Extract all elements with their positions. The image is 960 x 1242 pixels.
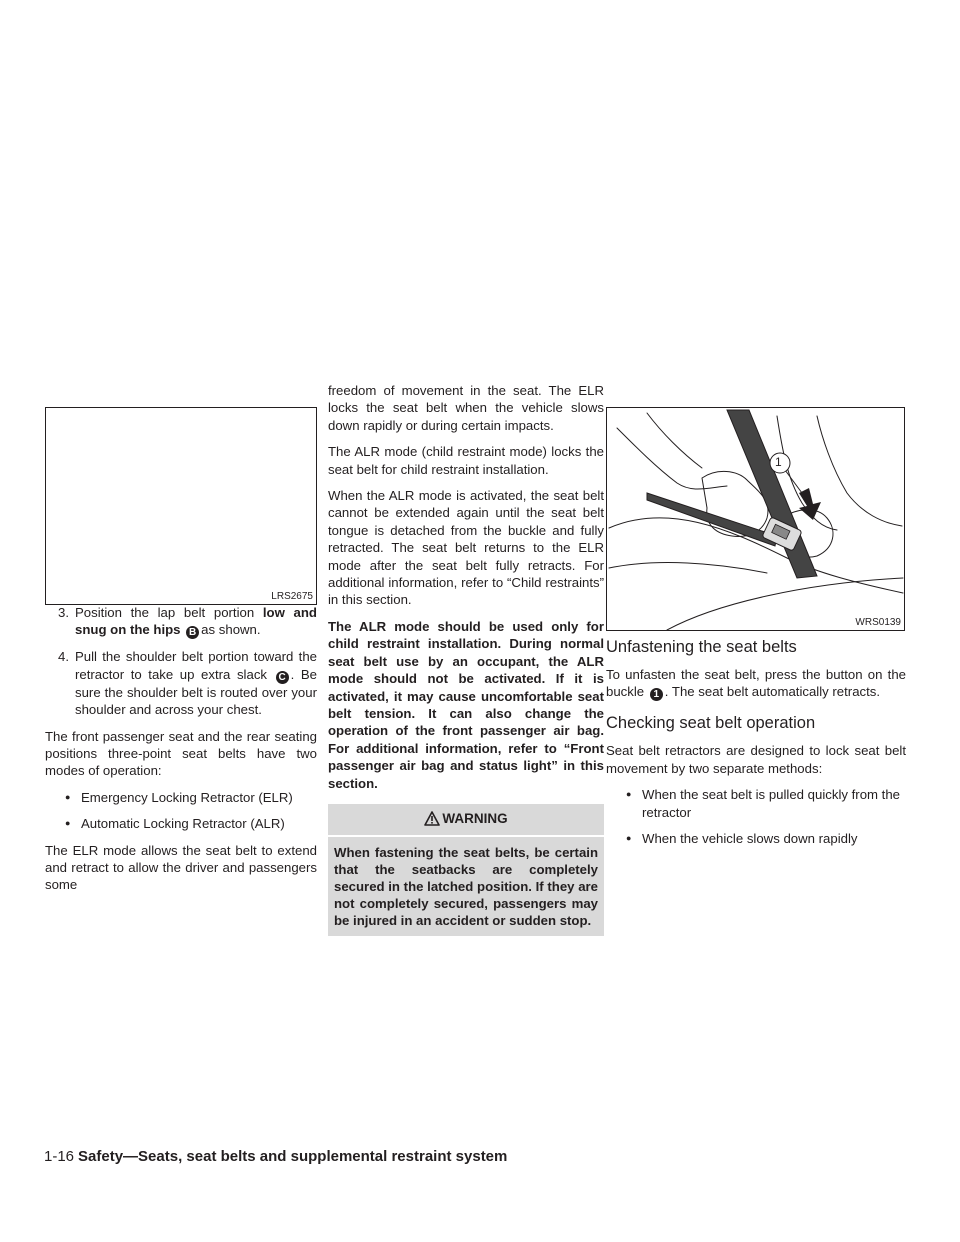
paragraph: The ALR mode (child restraint mode) locks the seat belt for child restraint installation. <box>328 444 604 477</box>
figure-code: LRS2675 <box>271 591 313 602</box>
column-2 <box>328 382 604 936</box>
step-text-post: as shown. <box>201 622 261 638</box>
buckle-illustration <box>607 408 904 630</box>
list-item-text: When the seat belt is pulled quickly from the retractor <box>642 787 901 820</box>
step-text-post: . Be sure the shoulder belt is routed over your shoulder and across your chest. <box>75 666 317 718</box>
paragraph-bold: The ALR mode should be used only for child restraint installation. During normal seat belt use by an occupant, the ALR mode should not be activated. If it is activated, it may cause uncomfortable seat belt tension. It can also change the operation of the front passenger air bag. For additional information, refer to “Front passenger air bag and status light” in this section. <box>328 618 604 791</box>
step-text <box>75 604 317 639</box>
paragraph-post: . The seat belt automatically retracts. <box>664 684 881 700</box>
column-3 <box>606 637 906 856</box>
step-text-pre: Position the lap belt portion <box>75 605 263 620</box>
warning-icon <box>424 811 440 826</box>
bullet-icon: ● <box>626 789 632 800</box>
paragraph: Seat belt retractors are designed to lock seat belt movement by two separate methods: <box>606 743 906 776</box>
list-item-text: When the vehicle slows down rapidly <box>642 831 858 847</box>
callout-1: 1 <box>775 455 782 469</box>
list-item <box>45 789 317 806</box>
section-heading: Unfastening the seat belts <box>606 638 797 656</box>
figure-code: WRS0139 <box>855 617 901 628</box>
paragraph: freedom of movement in the seat. The ELR locks the seat belt when the vehicle slows down rapidly or during certain impacts. <box>328 383 604 433</box>
marker-b: B <box>186 626 199 639</box>
marker-c: C <box>276 671 289 684</box>
section-title: Safety—Seats, seat belts and supplemental restraint system <box>78 1148 508 1165</box>
paragraph: When the ALR mode is activated, the seat belt cannot be extended again until the seat belt tongue is detached from the buckle and fully retracted. The seat belt returns to the ELR mode after the seat belt fully retracts. For additional information, refer to “Child restraints” in this section. <box>328 488 604 608</box>
warning-header <box>328 804 604 837</box>
paragraph-pre: To unfasten the seat belt, press the button on the buckle <box>606 667 906 700</box>
marker-1: 1 <box>650 688 663 701</box>
list-item-text: Automatic Locking Retractor (ALR) <box>81 816 285 832</box>
list-item-text: Emergency Locking Retractor (ELR) <box>81 789 293 805</box>
step-text <box>75 648 317 718</box>
list-item <box>606 786 906 821</box>
paragraph: The ELR mode allows the seat belt to extend and retract to allow the driver and passengers some <box>45 842 317 893</box>
step-number: 3. <box>58 605 69 620</box>
paragraph <box>606 666 906 701</box>
figure-buckle-release <box>606 407 905 631</box>
step-3 <box>45 604 317 639</box>
bullet-icon: ● <box>65 818 71 829</box>
warning-box <box>328 804 604 936</box>
figure-lap-belt <box>45 407 317 605</box>
step-text-pre: Pull the shoulder belt portion toward the retractor to take up extra slack <box>75 649 317 682</box>
paragraph: The front passenger seat and the rear seating positions three-point seat belts have two modes of operation: <box>45 728 317 779</box>
bullet-list <box>606 786 906 847</box>
warning-title: WARNING <box>442 810 508 826</box>
page-footer <box>44 1147 507 1167</box>
step-text-bold: low and snug on the hips <box>75 605 317 638</box>
bullet-list <box>45 789 317 833</box>
list-item <box>606 830 906 847</box>
section-heading: Checking seat belt operation <box>606 714 816 733</box>
step-number: 4. <box>58 649 69 665</box>
list-item <box>45 815 317 832</box>
column-1 <box>45 604 317 903</box>
bullet-icon: ● <box>626 833 632 844</box>
bullet-icon: ● <box>65 791 71 802</box>
warning-text: When fastening the seat belts, be certain that the seatbacks are completely secured in the latched position. If they are not completely secured, passengers may be injured in an accident or sudden stop. <box>334 844 598 928</box>
page-number: 1-16 <box>44 1148 75 1165</box>
step-4 <box>45 648 317 718</box>
